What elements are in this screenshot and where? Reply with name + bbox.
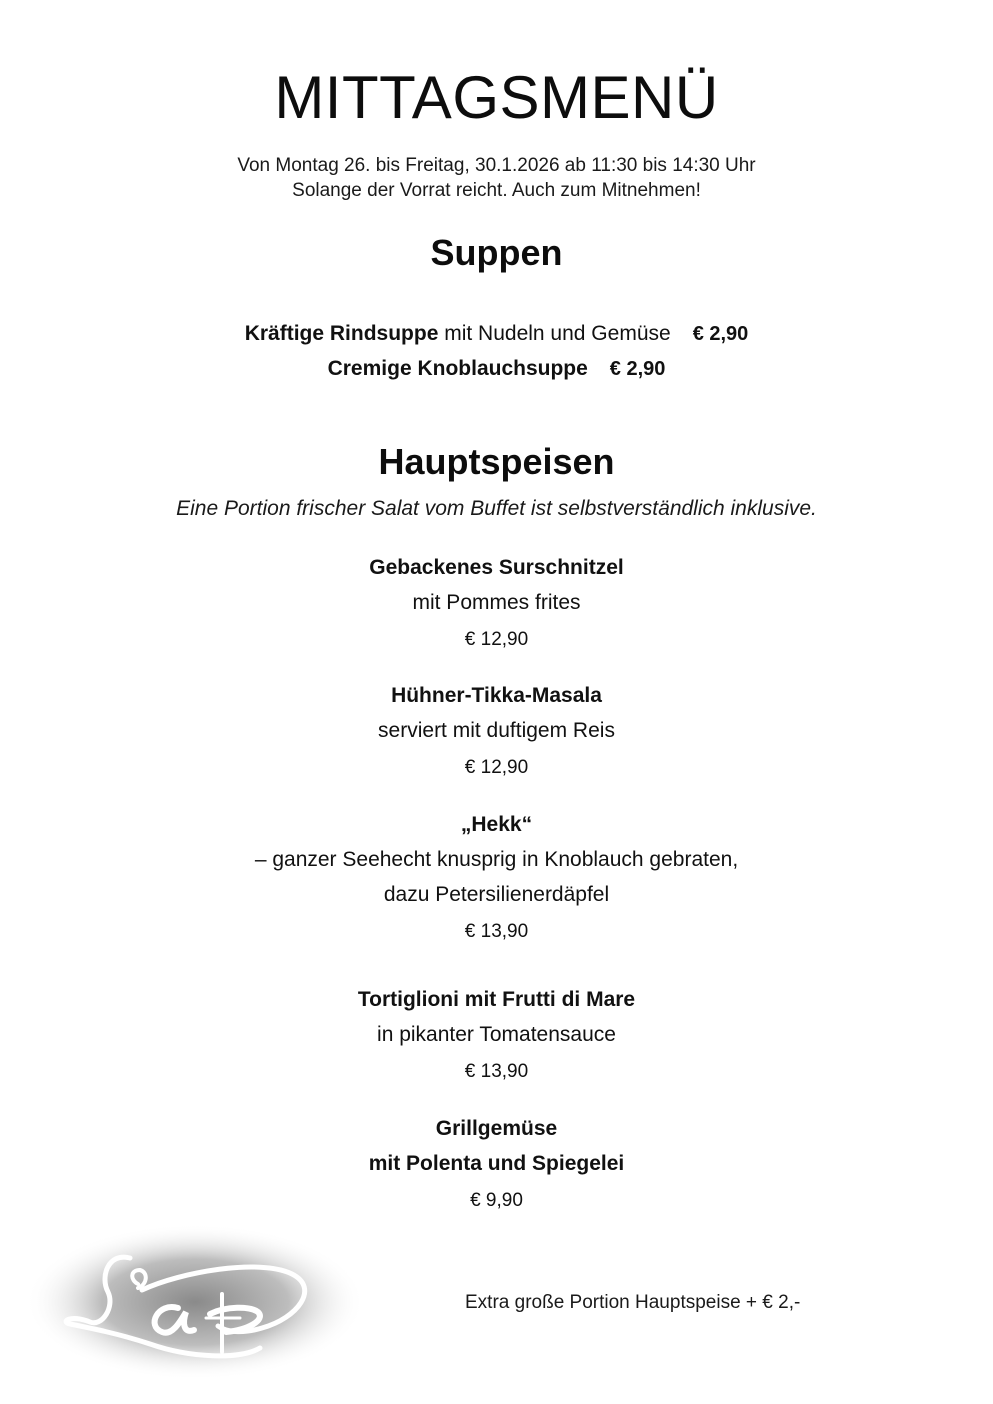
main-dish-price: € 12,90 [464, 629, 529, 650]
main-dish-price: € 9,90 [470, 1190, 523, 1211]
soup-price: € 2,90 [609, 358, 666, 380]
salad-note: Eine Portion frischer Salat vom Buffet ist selbstverständlich inklusive. [176, 497, 817, 520]
main-dish-description: – ganzer Seehecht knusprig in Knoblauch gebraten, [254, 848, 739, 871]
main-dish-description: mit Pommes frites [412, 591, 581, 614]
soup-item [0, 321, 993, 347]
section-heading-soups: Suppen [430, 232, 563, 273]
main-dish-price: € 12,90 [464, 757, 529, 778]
main-dish-description: dazu Petersilienerdäpfel [383, 883, 610, 906]
main-dish-name: Grillgemüse [435, 1117, 558, 1140]
main-dish-price: € 13,90 [464, 921, 529, 942]
main-dish-name: Hühner-Tikka-Masala [391, 684, 602, 707]
soup-name: Cremige Knoblauchsuppe [327, 357, 588, 380]
page-title: MITTAGSMENÜ [274, 64, 719, 131]
main-dish-description: in pikanter Tomatensauce [377, 1023, 616, 1046]
main-dish-name-line2: mit Polenta und Spiegelei [368, 1152, 625, 1175]
lap-script-logo-icon [30, 1222, 370, 1382]
soup-name: Kräftige Rindsuppe [244, 322, 439, 345]
date-time-info: Von Montag 26. bis Freitag, 30.1.2026 ab 11:30 bis 14:30 Uhr [237, 155, 756, 176]
main-dish-price: € 13,90 [464, 1061, 529, 1082]
main-dish-name: Gebackenes Surschnitzel [369, 556, 624, 579]
soup-description: mit Nudeln und Gemüse [438, 322, 671, 345]
main-dish-name: „Hekk“ [460, 813, 533, 836]
section-heading-mains: Hauptspeisen [378, 441, 615, 482]
soup-item [0, 356, 993, 382]
main-dish-name: Tortiglioni mit Frutti di Mare [357, 988, 636, 1011]
main-dish-description: serviert mit duftigem Reis [378, 719, 615, 742]
extra-portion-note: Extra große Portion Hauptspeise + € 2,- [465, 1292, 801, 1313]
availability-note: Solange der Vorrat reicht. Auch zum Mitnehmen! [292, 180, 701, 201]
soup-price: € 2,90 [692, 323, 749, 345]
